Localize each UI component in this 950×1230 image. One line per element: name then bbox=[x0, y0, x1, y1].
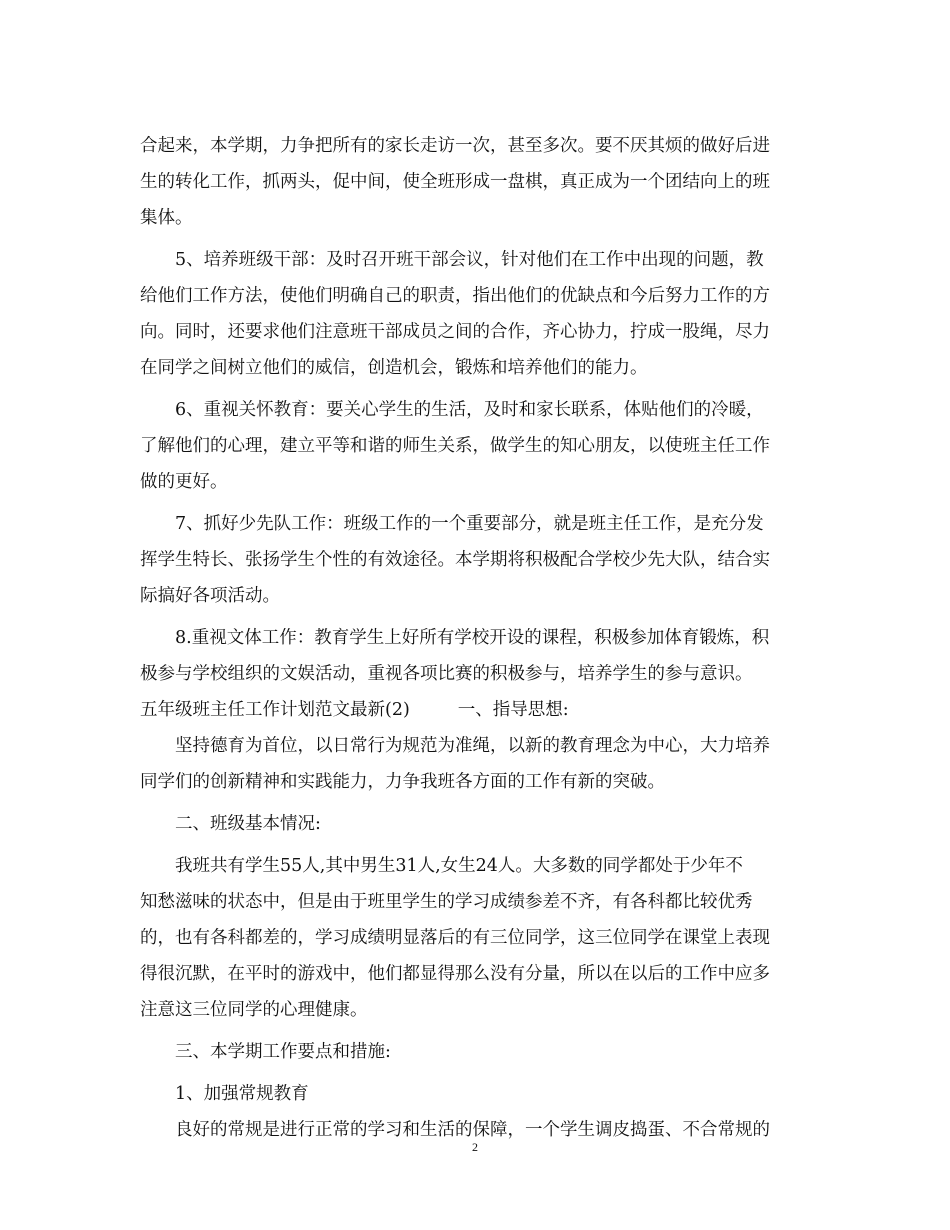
text-line: 向。同时，还要求他们注意班干部成员之间的合作，齐心协力，拧成一股绳，尽力 bbox=[140, 322, 770, 342]
text-line: 生的转化工作，抓两头，促中间，使全班形成一盘棋，真正成为一个团结向上的班 bbox=[140, 172, 770, 192]
text-line: 注意这三位同学的心理健康。 bbox=[140, 1000, 368, 1020]
section-title-class-info: 二、班级基本情况: bbox=[175, 814, 321, 834]
text-line: 在同学之间树立他们的威信，创造机会，锻炼和培养他们的能力。 bbox=[140, 358, 648, 378]
section-heading bbox=[140, 692, 812, 728]
paragraph-routine: 良好的常规是进行正常的学习和生活的保障，一个学生调皮捣蛋、不合常规的 bbox=[175, 1120, 770, 1140]
section-title-guiding-thought: 一、指导思想: bbox=[457, 700, 569, 720]
article-title: 五年级班主任工作计划范文最新(2) bbox=[140, 700, 410, 720]
paragraph-item-5: 5、培养班级干部：及时召开班干部会议，针对他们在工作中出现的问题，教 bbox=[175, 250, 764, 270]
paragraph-item-6: 6、重视关怀教育：要关心学生的生活，及时和家长联系，体贴他们的冷暖， bbox=[175, 400, 764, 420]
text-line: 挥学生特长、张扬学生个性的有效途径。本学期将积极配合学校少先大队，结合实 bbox=[140, 550, 770, 570]
paragraph-class-info: 我班共有学生55人,其中男生31人,女生24人。大多数的同学都处于少年不 bbox=[175, 856, 743, 876]
text-line: 的，也有各科都差的，学习成绩明显落后的有三位同学，这三位同学在课堂上表现 bbox=[140, 928, 770, 948]
text-line: 知愁滋味的状态中，但是由于班里学生的学习成绩参差不齐，有各科都比较优秀 bbox=[140, 892, 753, 912]
document-body bbox=[140, 128, 812, 1148]
section-title-work-points: 三、本学期工作要点和措施: bbox=[175, 1042, 391, 1062]
text-line: 同学们的创新精神和实践能力，力争我班各方面的工作有新的突破。 bbox=[140, 772, 665, 792]
text-line: 集体。 bbox=[140, 208, 193, 228]
text-line: 做的更好。 bbox=[140, 472, 228, 492]
text-line: 际搞好各项活动。 bbox=[140, 586, 280, 606]
paragraph-item-8: 8.重视文体工作：教育学生上好所有学校开设的课程，积极参加体育锻炼，积 bbox=[175, 628, 770, 648]
text-line: 了解他们的心理，建立平等和谐的师生关系，做学生的知心朋友，以使班主任工作 bbox=[140, 436, 770, 456]
paragraph-guiding-thought: 坚持德育为首位，以日常行为规范为准绳，以新的教育理念为中心，大力培养 bbox=[175, 736, 770, 756]
text-line: 得很沉默，在平时的游戏中，他们都显得那么没有分量，所以在以后的工作中应多 bbox=[140, 964, 770, 984]
subsection-title-routine: 1、加强常规教育 bbox=[175, 1084, 309, 1104]
text-line: 给他们工作方法，使他们明确自己的职责，指出他们的优缺点和今后努力工作的方 bbox=[140, 286, 770, 306]
text-line: 合起来，本学期，力争把所有的家长走访一次，甚至多次。要不厌其烦的做好后进 bbox=[140, 136, 770, 156]
page-number: 2 bbox=[472, 1140, 478, 1154]
text-line: 极参与学校组织的文娱活动，重视各项比赛的积极参与，培养学生的参与意识。 bbox=[140, 664, 753, 684]
paragraph-item-7: 7、抓好少先队工作：班级工作的一个重要部分，就是班主任工作，是充分发 bbox=[175, 514, 764, 534]
